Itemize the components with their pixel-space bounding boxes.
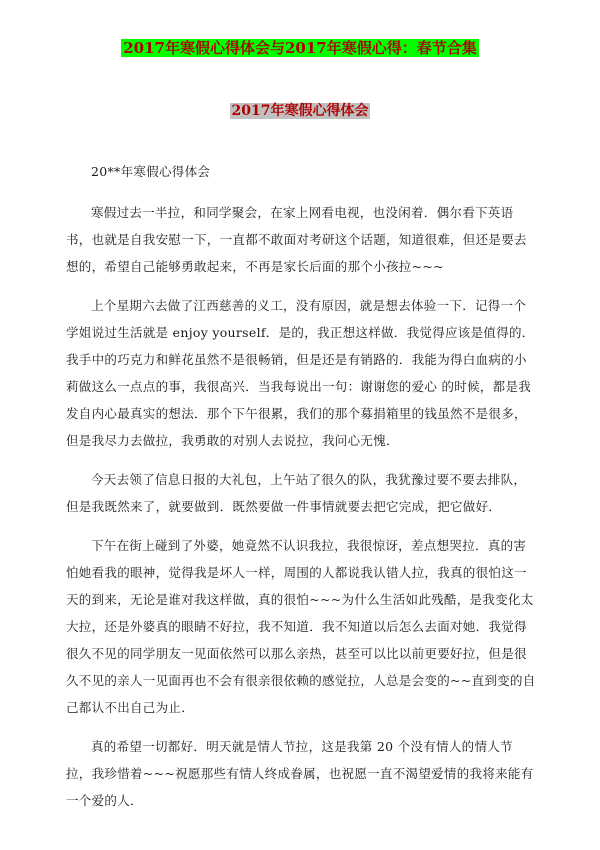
main-title [0, 38, 600, 58]
paragraph-2: 上个星期六去做了江西慈善的义工，没有原因，就是想去体验一下．记得一个学姐说过生活就是 enjoy yourself．是的，我正想这样做．我觉得应该是值得的．我手中的巧克力和鲜花虽然不是很畅销，但是还是有销路的．我能为得白血病的小莉做这么一点点的事，我很高兴．当我每说出一句：谢谢您的爱心 的时候，都是我发自内心最真实的想法．那个下午很累，我们的那个募捐箱里的钱虽然不是很多，但是我尽力去做拉，我勇敢的对别人去说拉，我问心无愧． [66, 298, 535, 448]
main-title-text: 2017年寒假心得体会与2017年寒假心得：春节合集 [123, 39, 477, 57]
paragraph-1: 寒假过去一半拉，和同学聚会，在家上网看电视，也没闲着．偶尔看下英语书，也就是自我安慰一下，一直都不敢面对考研这个话题，知道很难，但还是要去想的，希望自己能够勇敢起来，不再是家长后面的那个小孩拉~~~ [66, 205, 527, 274]
paragraph-3: 今天去领了信息日报的大礼包，上午站了很久的队，我犹豫过要不要去排队，但是我既然来了，就要做到．既然要做一件事情就要去把它完成，把它做好． [66, 472, 527, 514]
article-body [66, 158, 538, 826]
article-heading: 20**年寒假心得体会 [91, 164, 211, 179]
paragraph-4: 下午在街上碰到了外婆，她竟然不认识我拉，我很惊讶，差点想哭拉．真的害怕她看我的眼神，觉得我是坏人一样，周围的人都说我认错人拉，我真的很怕这一天的到来，无论是谁对我这样做，真的很怕~~~为什么生活如此残酷，是我变化太大拉，还是外婆真的眼睛不好拉，我不知道．我不知道以后怎么去面对她．我觉得很久不见的同学朋友一见面依然可以那么亲热，甚至可以比以前更要好拉，但是很久不见的亲人一见面再也不会有很亲很依赖的感觉拉，人总是会变的~~直到变的自己都认不出自己为止． [66, 538, 536, 715]
paragraph-5: 真的希望一切都好．明天就是情人节拉，这是我第 20 个没有情人的情人节拉，我珍惜着~~~祝愿那些有情人终成眷属，也祝愿一直不渴望爱情的我将来能有一个爱的人． [66, 739, 534, 808]
sub-title-text: 2017年寒假心得体会 [231, 103, 369, 119]
sub-title [0, 100, 600, 121]
